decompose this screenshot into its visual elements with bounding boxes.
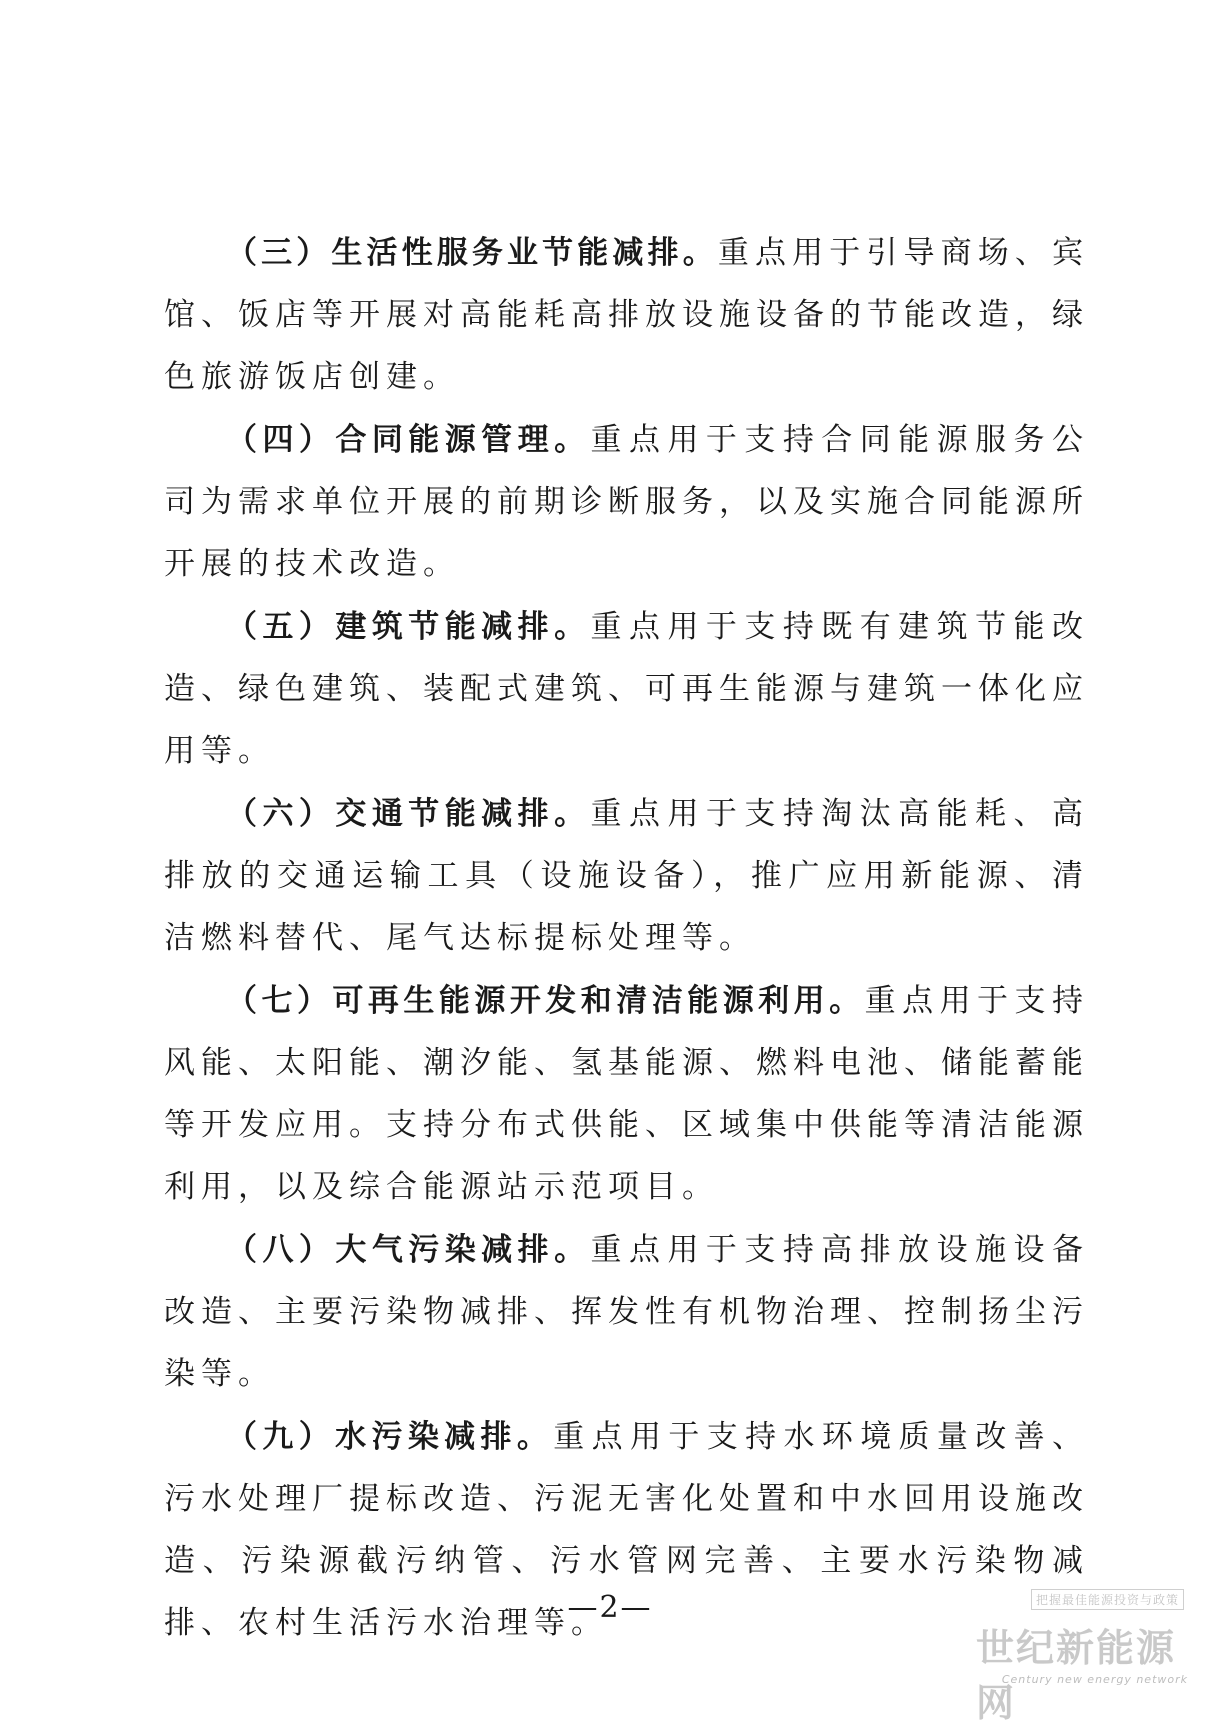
site-watermark — [976, 1589, 1206, 1725]
paragraph-7 — [164, 970, 1089, 1218]
watermark-logo-text: 世纪新能源网 — [976, 1626, 1177, 1725]
paragraph-heading: （八）大气污染减排。 — [226, 1232, 591, 1268]
paragraph-heading: （七）可再生能源开发和清洁能源利用。 — [226, 983, 865, 1019]
paragraph-8 — [164, 1219, 1089, 1405]
paragraph-heading: （九）水污染减排。 — [226, 1419, 554, 1455]
paragraph-text: 重点用于引导商场、宾馆、饭店等开展对高能耗高排放设施设备的节能改造，绿色旅游饭店创建。 — [164, 235, 1090, 395]
paragraph-6 — [164, 783, 1089, 969]
paragraph-4 — [164, 409, 1089, 595]
document-body — [164, 222, 1089, 1655]
paragraph-text: 重点用于支持合同能源服务公司为需求单位开展的前期诊断服务，以及实施合同能源所开展的技术改造。 — [164, 422, 1090, 582]
paragraph-text: 重点用于支持既有建筑节能改造、绿色建筑、装配式建筑、可再生能源与建筑一体化应用等。 — [164, 609, 1090, 769]
paragraph-text: 重点用于支持风能、太阳能、潮汐能、氢基能源、燃料电池、储能蓄能等开发应用。支持分布式供能、区域集中供能等清洁能源利用，以及综合能源站示范项目。 — [164, 983, 1090, 1205]
paragraph-3 — [164, 222, 1089, 408]
paragraph-heading: （三）生活性服务业节能减排。 — [226, 235, 718, 271]
paragraph-text: 重点用于支持高排放设施设备改造、主要污染物减排、挥发性有机物治理、控制扬尘污染等。 — [164, 1232, 1090, 1392]
paragraph-heading: （四）合同能源管理。 — [226, 422, 591, 458]
paragraph-5 — [164, 596, 1089, 782]
paragraph-text: 重点用于支持水环境质量改善、污水处理厂提标改造、污泥无害化处置和中水回用设施改造、污染源截污纳管、污水管网完善、主要水污染物减排、农村生活污水治理等。 — [164, 1419, 1090, 1641]
watermark-slogan: 把握最佳能源投资与政策 — [1031, 1589, 1184, 1610]
watermark-english: Century new energy network — [1001, 1673, 1188, 1686]
paragraph-heading: （六）交通节能减排。 — [226, 796, 591, 832]
paragraph-text: 重点用于支持淘汰高能耗、高排放的交通运输工具（设施设备），推广应用新能源、清洁燃料替代、尾气达标提标处理等。 — [164, 796, 1090, 956]
paragraph-heading: （五）建筑节能减排。 — [226, 609, 591, 645]
page-number: —2— — [567, 1590, 653, 1625]
